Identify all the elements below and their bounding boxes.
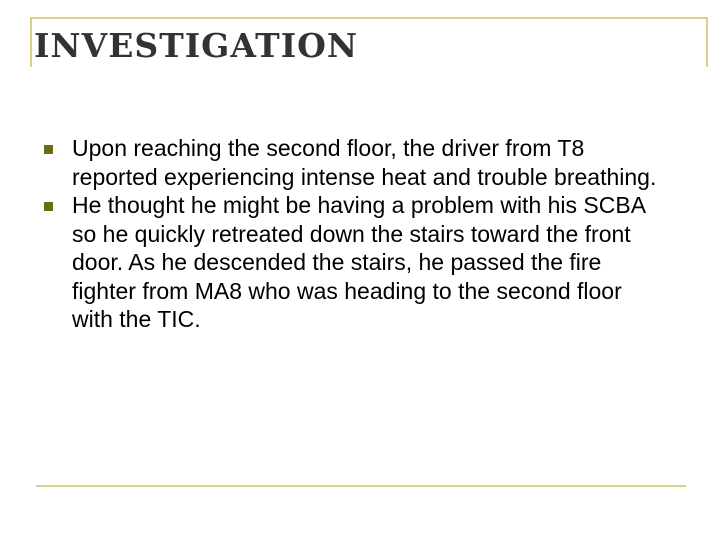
bullet-item — [44, 191, 664, 334]
bullet-item — [44, 134, 664, 191]
slide-title: INVESTIGATION — [34, 26, 359, 65]
bottom-divider-line — [36, 485, 686, 487]
bullet-text: He thought he might be having a problem with his SCBA so he quickly retreated down the stairs toward the front door. As he descended the stairs, he passed the fire fighter from MA8 who was heading to the second floor with the TIC. — [72, 192, 645, 332]
right-frame-line — [706, 17, 708, 67]
square-bullet-icon — [44, 145, 53, 154]
top-divider-line — [30, 17, 708, 19]
bullet-text: Upon reaching the second floor, the driver from T8 reported experiencing intense heat and trouble breathing. — [72, 135, 657, 190]
bullet-list — [44, 134, 664, 334]
square-bullet-icon — [44, 202, 53, 211]
left-frame-line — [30, 17, 32, 67]
